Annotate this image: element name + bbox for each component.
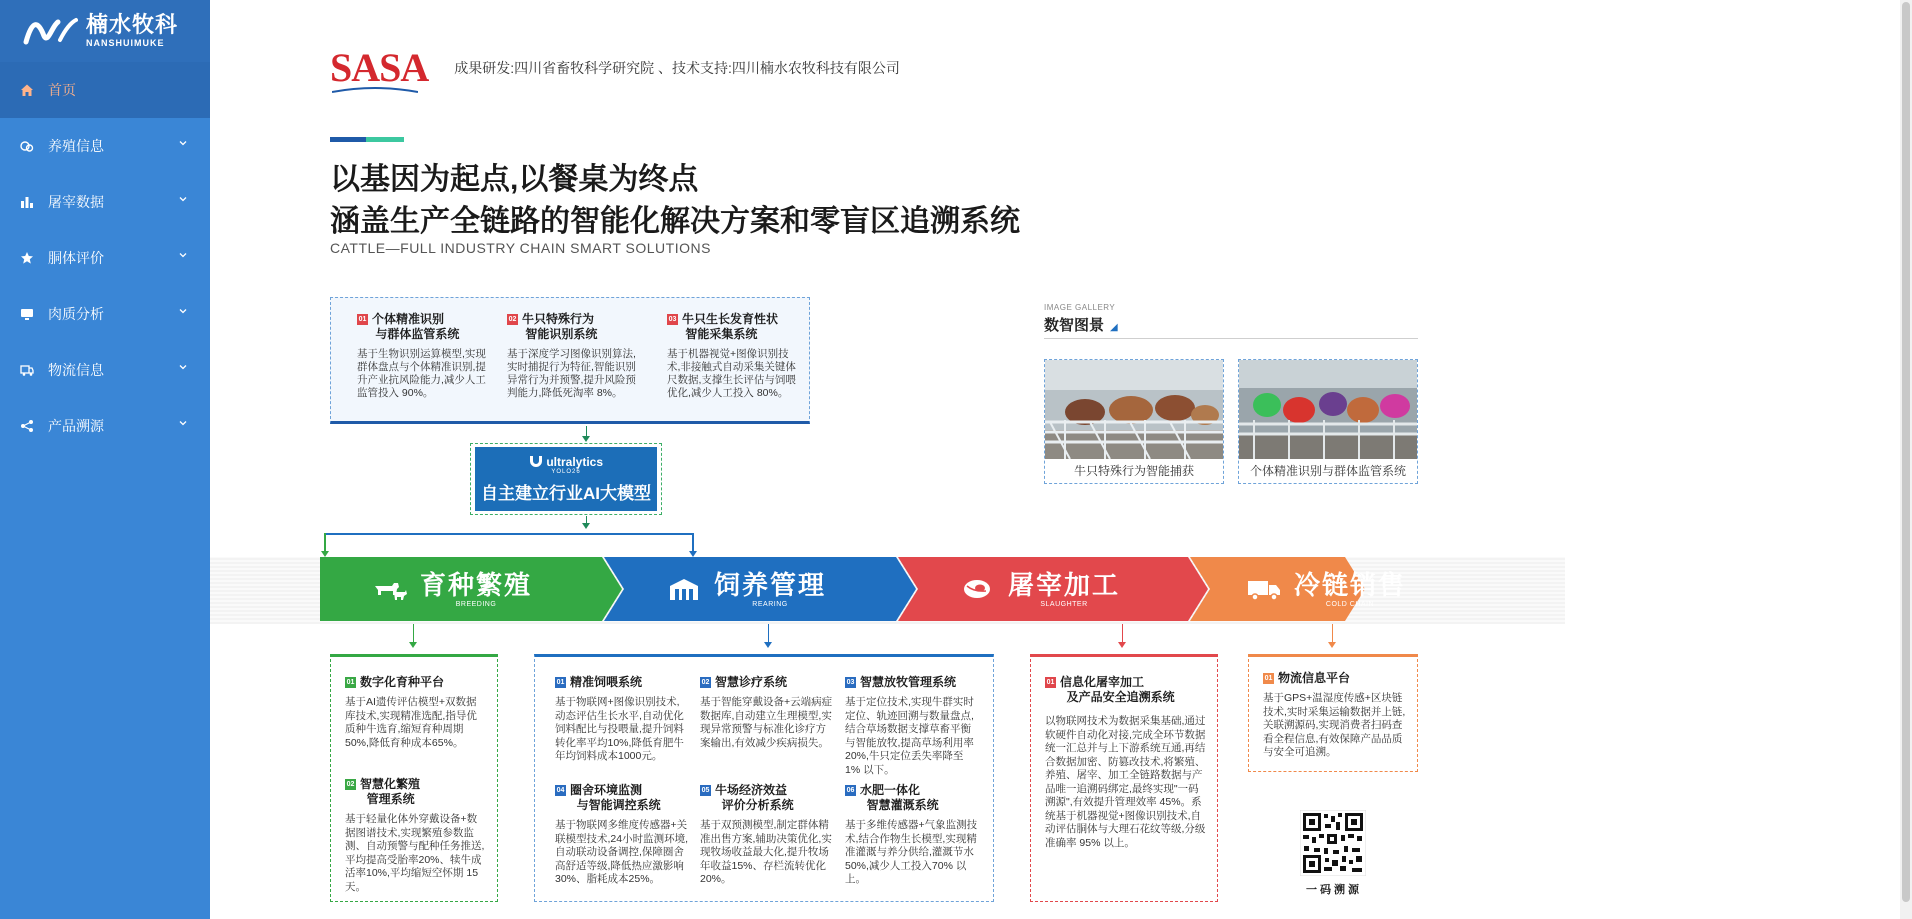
ai-model-box xyxy=(470,443,662,515)
item-title: 智慧放牧管理系统 xyxy=(860,675,957,689)
sidebar-item-label: 产品溯源 xyxy=(48,418,104,434)
sidebar-item-traceability[interactable] xyxy=(0,398,210,454)
logo-swoosh-icon xyxy=(332,86,418,94)
bar-chart-icon xyxy=(20,195,34,209)
vertical-scrollbar[interactable] xyxy=(1900,0,1912,919)
connector-line xyxy=(692,533,694,551)
feature-number-badge: 03 xyxy=(668,316,677,323)
feature-number-badge: 01 xyxy=(358,316,367,323)
chevron-down-icon xyxy=(178,138,188,148)
connector-arrow xyxy=(1328,642,1336,648)
stage-label: 屠宰加工 xyxy=(1008,569,1121,600)
item-desc: 基于物联网多维度传感器+关联模型技术,24小时监测环境,自动联动设备调控,保障圈舍高舒适等级,降低热应激影响30%、脂耗成本25%。 xyxy=(555,819,689,885)
ai-brand-sub: YOLO26 xyxy=(551,469,581,475)
item-desc: 基于AI遗传评估模型+双数据库技术,实现精准选配,指导优质种牛选育,缩短育种周期50%,降低育种成本65%。 xyxy=(345,696,477,749)
card-item xyxy=(845,675,981,777)
feature-growth-collection xyxy=(667,312,802,400)
item-title: 数字化育种平台 xyxy=(360,675,445,689)
item-title: 智慧诊疗系统 xyxy=(715,675,788,689)
item-title-2: 智慧灌溉系统 xyxy=(866,798,939,812)
item-title: 圈舍环境监测 xyxy=(570,783,643,797)
qr-label: 一码溯源 xyxy=(1306,884,1362,896)
item-number-badge: 02 xyxy=(346,781,355,788)
brand-logo[interactable] xyxy=(0,0,210,62)
feature-title: 牛只生长发育性状 xyxy=(682,312,779,326)
chevron-down-icon xyxy=(178,250,188,260)
gallery-photo-recognition[interactable] xyxy=(1238,359,1418,484)
feature-number-badge: 02 xyxy=(508,316,517,323)
gallery-caption-en: IMAGE GALLERY xyxy=(1044,303,1116,312)
item-number-badge: 01 xyxy=(1264,675,1273,682)
card-item xyxy=(555,675,689,764)
gallery-photo-caption: 牛只特殊行为智能捕获 xyxy=(1073,464,1194,478)
sidebar-item-logistics-info[interactable] xyxy=(0,342,210,398)
feature-title-2: 与群体监管系统 xyxy=(375,327,460,341)
item-number-badge: 02 xyxy=(701,679,710,686)
gallery-title: 数智图景 ◢ xyxy=(1044,317,1118,334)
gallery-photo-caption: 个体精准识别与群体监管系统 xyxy=(1249,464,1406,478)
item-title-2: 及产品安全追溯系统 xyxy=(1066,690,1175,704)
breeding-icon xyxy=(20,139,34,153)
item-desc: 基于双预测模型,制定群体精准出售方案,辅助决策优化,实现牧场收益最大化,提升牧场年收益15%、存栏流转优化20%。 xyxy=(700,819,832,885)
share-icon xyxy=(20,419,34,433)
card-item xyxy=(345,675,485,750)
sidebar-item-label: 养殖信息 xyxy=(48,138,104,154)
card-item xyxy=(1045,675,1207,850)
sidebar-item-label: 首页 xyxy=(48,82,76,98)
main-content xyxy=(210,0,1912,919)
cattle-feeding-photo xyxy=(1239,360,1417,459)
brand-name: 楠水牧科 xyxy=(86,12,179,37)
gallery-divider xyxy=(1044,338,1418,339)
item-title: 水肥一体化 xyxy=(860,783,921,797)
item-desc: 基于多维传感器+气象监测技术,结合作物生长模型,实现精准灌溉与养分供给,灌溉节水50%,减少人工投入70% 以上。 xyxy=(845,819,978,885)
feature-behavior-recognition xyxy=(507,312,642,400)
feature-desc: 基于机器视觉+图像识别技术,非接触式自动采集关键体尺数据,支撑生长评估与饲喂优化,减少人工投入 80%。 xyxy=(667,348,796,399)
item-title-2: 评价分析系统 xyxy=(721,798,794,812)
gallery-photo-behavior[interactable] xyxy=(1044,359,1224,484)
coldchain-card xyxy=(1248,654,1418,772)
item-number-badge: 04 xyxy=(556,787,565,794)
brand-name-en: NANSHUIMUKE xyxy=(86,38,165,48)
brand-logo-icon xyxy=(22,14,78,48)
item-title: 精准饲喂系统 xyxy=(570,675,643,689)
stage-label: 育种繁殖 xyxy=(420,569,533,600)
ultralytics-icon xyxy=(529,455,543,467)
item-number-badge: 03 xyxy=(846,679,855,686)
stage-label-en: SLAUGHTER xyxy=(1040,600,1088,608)
truck-icon xyxy=(20,363,34,377)
gallery-title-text: 数智图景 xyxy=(1044,317,1105,334)
item-number-badge: 01 xyxy=(1046,679,1055,686)
stage-label: 冷链销售 xyxy=(1294,569,1407,600)
connector-line xyxy=(768,624,769,644)
page-title-line1: 以基因为起点,以餐桌为终点 xyxy=(330,163,699,196)
connector-arrow xyxy=(764,642,772,648)
card-item xyxy=(555,783,689,887)
connector-arrow xyxy=(409,642,417,648)
ai-brand-text: ultralytics xyxy=(546,455,604,469)
sidebar-item-carcass-evaluation[interactable] xyxy=(0,230,210,286)
home-icon xyxy=(20,83,34,97)
item-desc: 基于智能穿戴设备+云端病症数据库,自动建立生理模型,实现异常预警与标准化诊疗方案输出,有效减少疾病损失。 xyxy=(700,696,833,749)
item-desc: 基于定位技术,实现牛群实时定位、轨迹回溯与数量盘点,结合草场数据支撑草畜平衡与智能放牧,提高草场利用率 20%,牛只定位丢失率降至 1% 以下。 xyxy=(845,696,974,776)
sidebar-item-meat-analysis[interactable] xyxy=(0,286,210,342)
chevron-down-icon xyxy=(178,306,188,316)
item-title: 物流信息平台 xyxy=(1278,671,1351,685)
stage-coldchain[interactable] xyxy=(1246,557,1406,621)
feature-title: 牛只特殊行为 xyxy=(522,312,595,326)
sidebar-item-breeding-info[interactable] xyxy=(0,118,210,174)
monitor-icon xyxy=(20,307,34,321)
card-item xyxy=(700,783,834,887)
connector-line xyxy=(1122,624,1123,644)
slaughter-card xyxy=(1030,654,1218,902)
connector-line xyxy=(1332,624,1333,644)
ai-model-title: 自主建立行业AI大模型 xyxy=(481,484,651,503)
card-item xyxy=(700,675,834,750)
credit-text: 成果研发:四川省畜牧科学研究院 、技术支持:四川楠水农牧科技有限公司 xyxy=(454,60,900,76)
item-desc: 以物联网技术为数据采集基础,通过软硬件自动化对接,完成全环节数据统一汇总并与上下游系统互通,再结合数据加密、防篡改技术,将繁殖、养殖、屠宰、加工全链路数据与产品唯一追溯码绑定,最终实现"一码溯源",有效提升管理效率 45%。系统基于机器视觉+图像识别技术,自动评估胴体与大理石花纹等级,分级准确率 95% 以上。 xyxy=(1045,715,1206,849)
connector-arrow xyxy=(1118,642,1126,648)
page-title-line2: 涵盖生产全链路的智能化解决方案和零盲区追溯系统 xyxy=(330,205,1020,238)
card-item xyxy=(1263,671,1407,760)
sidebar-item-label: 胴体评价 xyxy=(48,250,104,266)
item-title-2: 与智能调控系统 xyxy=(576,798,661,812)
feature-desc: 基于深度学习图像识别算法,实时捕捉行为特征,智能识别异常行为并预警,提升风险预判能力,降低死淘率 8%。 xyxy=(507,348,636,399)
item-number-badge: 01 xyxy=(346,679,355,686)
item-number-badge: 01 xyxy=(556,679,565,686)
page-subtitle-en: CATTLE—FULL INDUSTRY CHAIN SMART SOLUTIONS xyxy=(330,240,711,256)
connector-line xyxy=(324,533,326,551)
item-title: 智慧化繁殖 xyxy=(360,777,421,791)
breeding-card xyxy=(330,654,498,902)
stage-rearing[interactable] xyxy=(666,557,826,621)
scrollbar-thumb[interactable] xyxy=(1902,2,1910,902)
sidebar-item-label: 屠宰数据 xyxy=(48,194,104,210)
cattle-pen-photo xyxy=(1045,360,1223,459)
chevron-down-icon xyxy=(178,418,188,428)
connector-arrow xyxy=(582,523,590,529)
chevron-down-icon xyxy=(178,362,188,372)
connector-line xyxy=(413,624,414,644)
rearing-card xyxy=(534,654,994,902)
feature-desc: 基于生物识别运算模型,实现群体盘点与个体精准识别,提升产业抗风险能力,减少人工监管投入 90%。 xyxy=(357,348,486,399)
item-desc: 基于GPS+温湿度传感+区块链技术,实时采集运输数据并上链,关联溯源码,实现消费者扫码查看全程信息,有效保障产品品质与安全可追溯。 xyxy=(1263,692,1406,758)
connector-arrow xyxy=(582,436,590,442)
truck-icon xyxy=(1246,576,1282,602)
item-number-badge: 05 xyxy=(701,787,710,794)
stage-label: 饲养管理 xyxy=(714,569,827,600)
item-desc: 基于物联网+图像识别技术,动态评估生长水平,自动优化饲料配比与投喂量,提升饲料转化率平均10%,降低育肥牛年均饲料成本1000元。 xyxy=(555,696,684,762)
qr-code-icon[interactable] xyxy=(1300,810,1366,876)
chevron-down-icon xyxy=(178,194,188,204)
stage-breeding[interactable] xyxy=(372,557,532,621)
sidebar-item-slaughter-data[interactable] xyxy=(0,174,210,230)
star-icon xyxy=(20,251,34,265)
stage-label-en: BREEDING xyxy=(455,600,497,608)
card-item xyxy=(845,783,981,887)
title-accent-bar xyxy=(330,137,404,142)
feature-title-2: 智能识别系统 xyxy=(525,327,598,341)
barn-icon xyxy=(666,576,702,602)
feature-title-2: 智能采集系统 xyxy=(685,327,758,341)
sidebar-item-label: 肉质分析 xyxy=(48,306,104,322)
stage-slaughter[interactable] xyxy=(960,557,1120,621)
sidebar xyxy=(0,0,210,919)
item-desc: 基于轻量化体外穿戴设备+数据图谱技术,实现繁殖参数监测、自动预警与配种任务推送,平均提高受胎率20%、犊牛成活率10%,平均缩短空怀期 15 天。 xyxy=(345,813,485,893)
feature-individual-recognition xyxy=(357,312,492,400)
card-item xyxy=(345,777,485,894)
header xyxy=(330,45,900,90)
feature-title: 个体精准识别 xyxy=(372,312,445,326)
item-number-badge: 06 xyxy=(846,787,855,794)
stage-label-en: REARING xyxy=(752,600,788,608)
item-title: 信息化屠宰加工 xyxy=(1060,675,1145,689)
stage-label-en: COLD CHAIN xyxy=(1325,600,1375,608)
ultralytics-logo xyxy=(475,455,657,469)
item-title-2: 管理系统 xyxy=(366,792,415,806)
cattle-icon xyxy=(372,576,408,602)
sasa-logo-text: SASA xyxy=(330,45,429,90)
sasa-logo xyxy=(330,45,429,90)
sidebar-item-label: 物流信息 xyxy=(48,362,104,378)
sidebar-nav xyxy=(0,62,210,454)
item-title: 牛场经济效益 xyxy=(715,783,788,797)
ai-feature-box xyxy=(330,297,810,424)
meat-icon xyxy=(960,576,996,602)
sidebar-item-home[interactable] xyxy=(0,62,210,118)
connector-line xyxy=(324,533,694,535)
